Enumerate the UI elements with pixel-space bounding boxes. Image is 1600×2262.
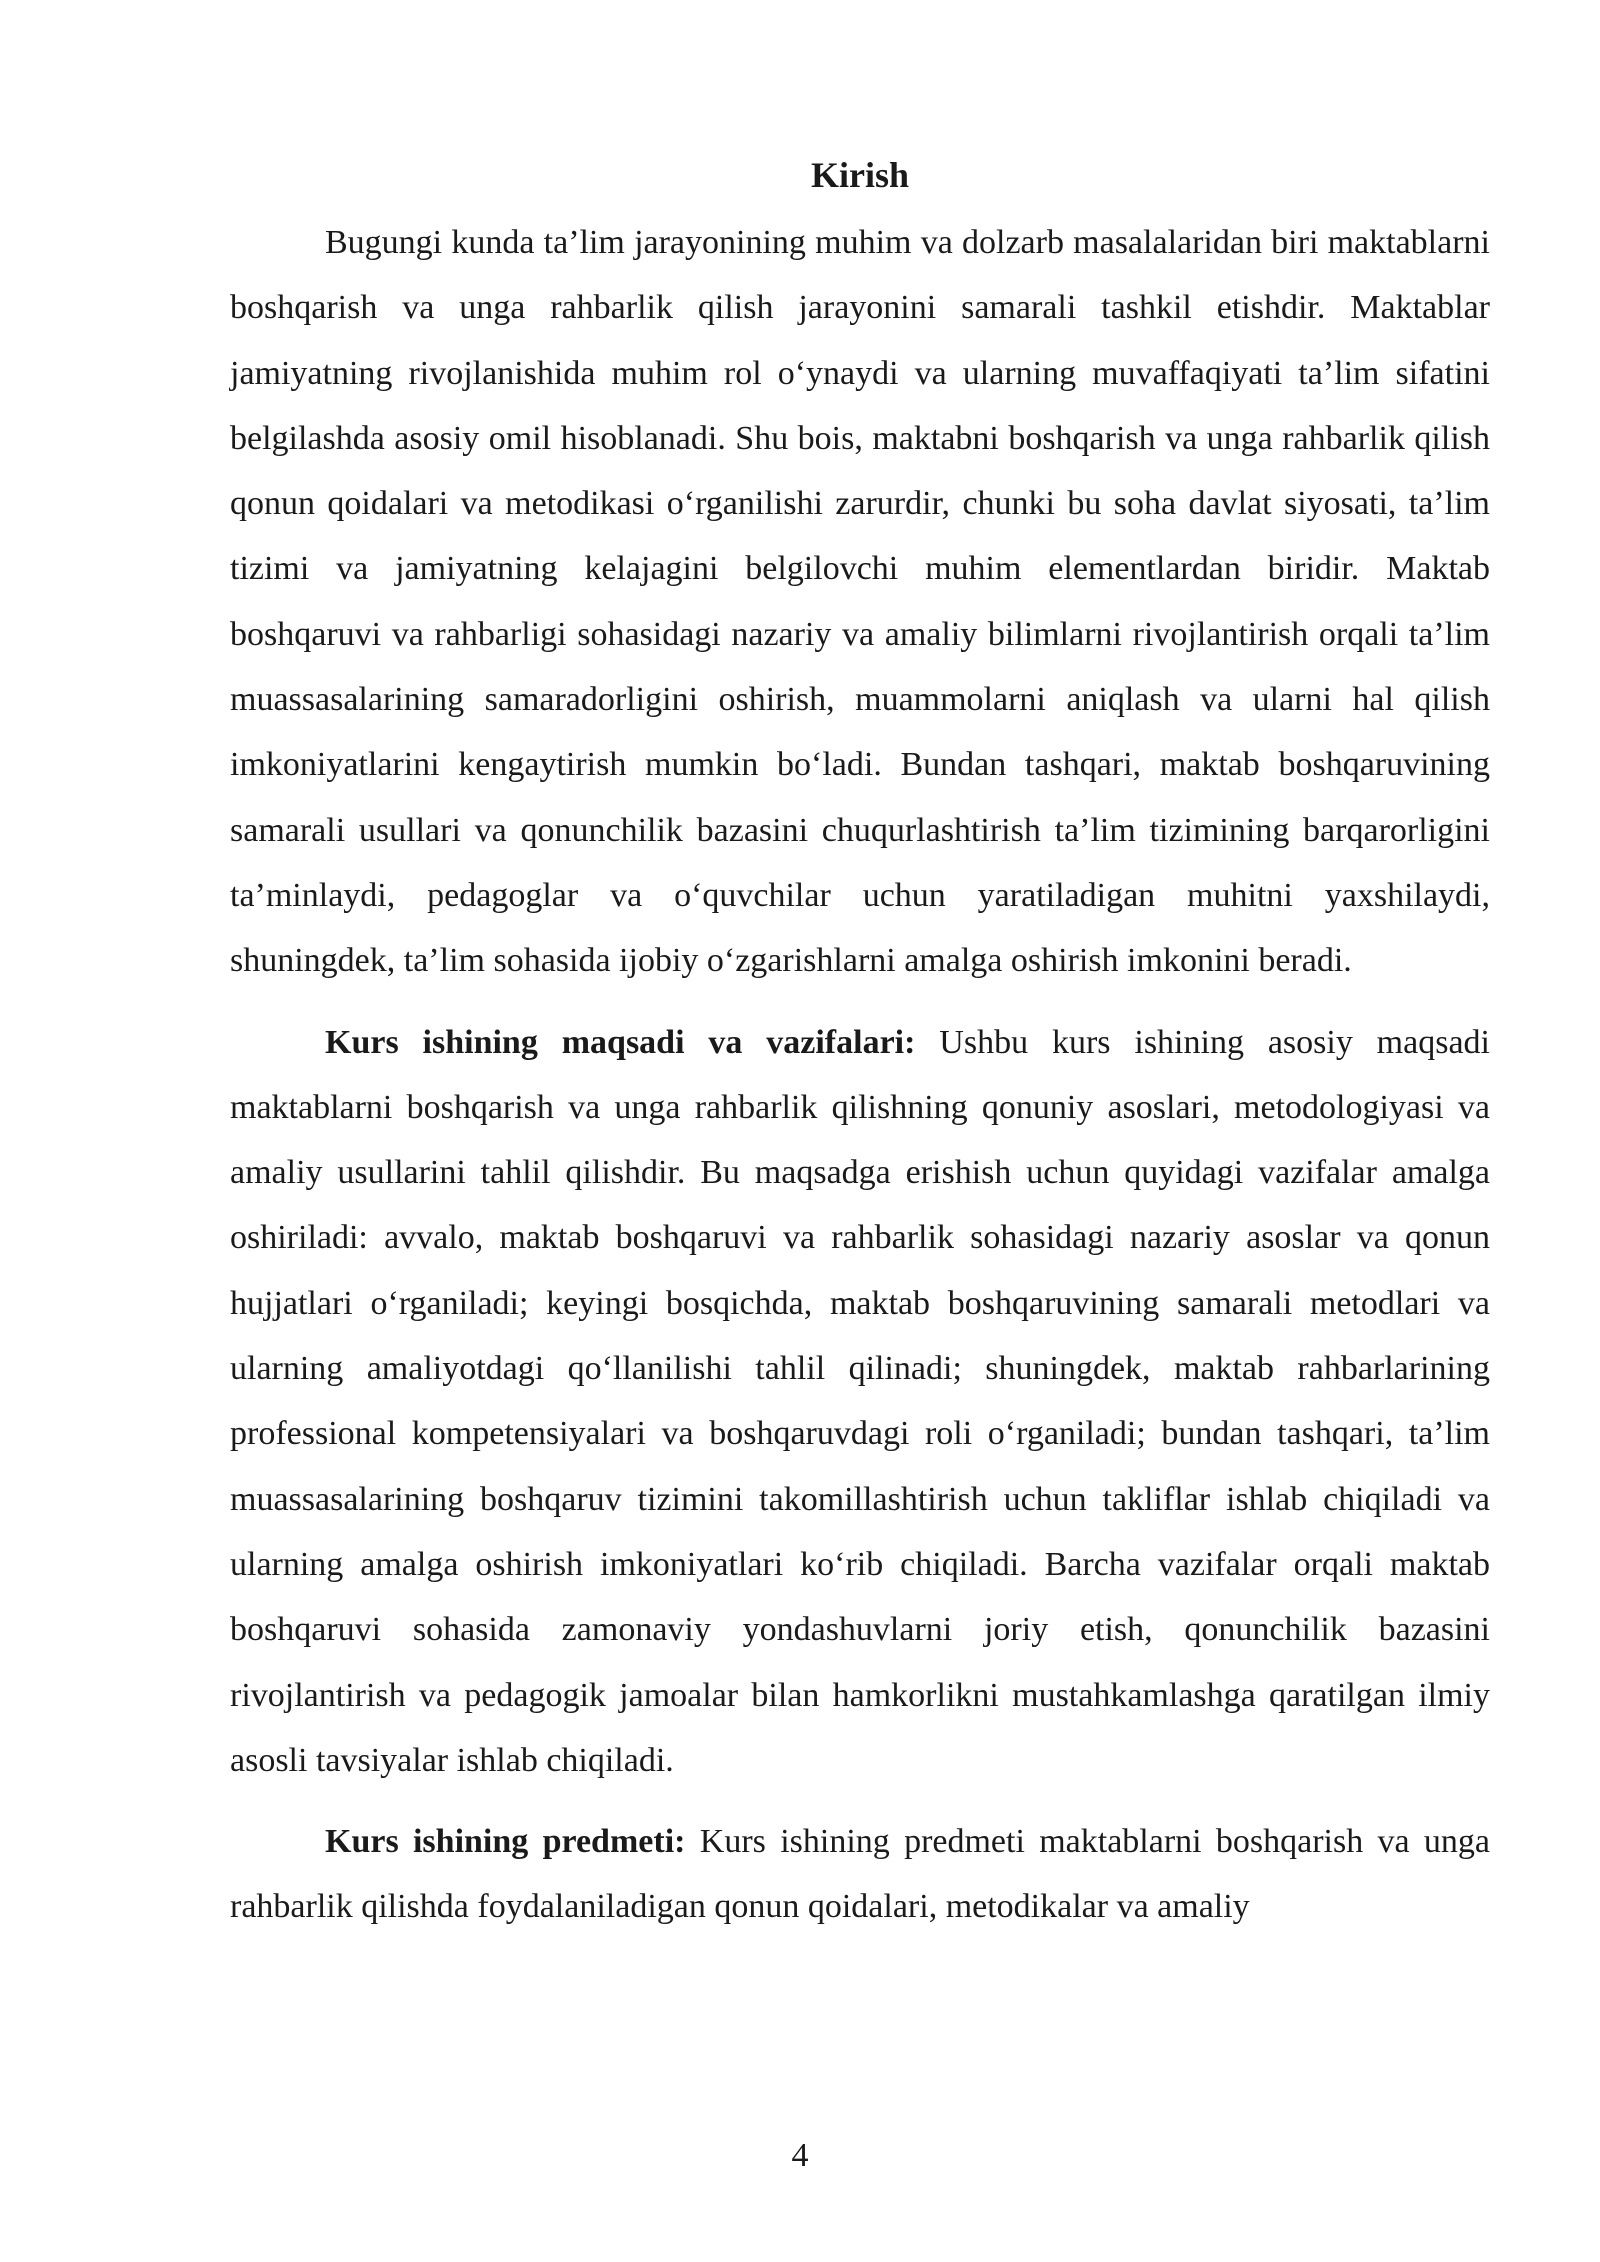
paragraph-text: Ushbu kurs ishining asosiy maqsadi maktablarni boshqarish va unga rahbarlik qilishning qonuniy asoslari, metodologiyasi va amaliy usullarini tahlil qilishdir. Bu maqsadga erishish uchun quyidagi vazifalar amalga oshiriladi: avvalo, maktab boshqaruvi va rahbarlik sohasidagi nazariy asoslar va qonun hujjatlari o‘rganiladi; keyingi bosqichda, maktab boshqaruvining samarali metodlari va ularning amaliyotdagi qo‘llanilishi tahlil qilinadi; shuningdek, maktab rahbarlarining professional kompetensiyalari va boshqaruvdagi roli o‘rganiladi; bundan tashqari, ta’lim muassasalarining boshqaruv tizimini takomillashtirish uchun takliflar ishlab chiqiladi va ularning amalga oshirish imkoniyatlari ko‘rib chiqiladi. Barcha vazifalar orqali maktab boshqaruvi sohasida zamonaviy yondashuvlarni joriy etish, qonunchilik bazasini rivojlantirish va pedagogik jamoalar bilan hamkorlikni mustahkamlashga qaratilgan ilmiy asosli tavsiyalar ishlab chiqiladi. bbox=[230, 1023, 1490, 1779]
paragraph-lead: Kurs ishining predmeti: bbox=[325, 1823, 686, 1861]
paragraph-text: Bugungi kunda ta’lim jarayonining muhim va dolzarb masalalaridan biri maktablarni boshqarish va unga rahbarlik qilish jarayonini samarali tashkil etishdir. Maktablar jamiyatning rivojlanishida muhim rol o‘ynaydi va ularning muvaffaqiyati ta’lim sifatini belgilashda asosiy omil hisoblanadi. Shu bois, maktabni boshqarish va unga rahbarlik qilish qonun qoidalari va metodikasi o‘rganilishi zarurdir, chunki bu soha davlat siyosati, ta’lim tizimi va jamiyatning kelajagini belgilovchi muhim elementlardan biridir. Maktab boshqaruvi va rahbarligi sohasidagi nazariy va amaliy bilimlarni rivojlantirish orqali ta’lim muassasalarining samaradorligini oshirish, muammolarni aniqlash va ularni hal qilish imkoniyatlarini kengaytirish mumkin bo‘ladi. Bundan tashqari, maktab boshqaruvining samarali usullari va qonunchilik bazasini chuqurlashtirish ta’lim tizimining barqarorligini ta’minlaydi, pedagoglar va o‘quvchilar uchun yaratiladigan muhitni yaxshilaydi, shuningdek, ta’lim sohasida ijobiy o‘zgarishlarni amalga oshirish imkonini beradi. bbox=[230, 224, 1490, 980]
document-page bbox=[230, 150, 1490, 2150]
paragraph-lead: Kurs ishining maqsadi va vazifalari: bbox=[325, 1023, 916, 1061]
page-number: 4 bbox=[791, 2137, 809, 2174]
paragraph-subject bbox=[230, 1809, 1490, 1940]
paragraph-text: Kurs ishining predmeti maktablarni boshqarish va unga rahbarlik qilishda foydalaniladigan qonun qoidalari, metodikalar va amaliy bbox=[230, 1823, 1491, 1926]
section-title: Kirish bbox=[810, 155, 909, 195]
paragraph-goals-tasks bbox=[230, 1010, 1490, 1794]
paragraph-introduction bbox=[230, 210, 1490, 994]
